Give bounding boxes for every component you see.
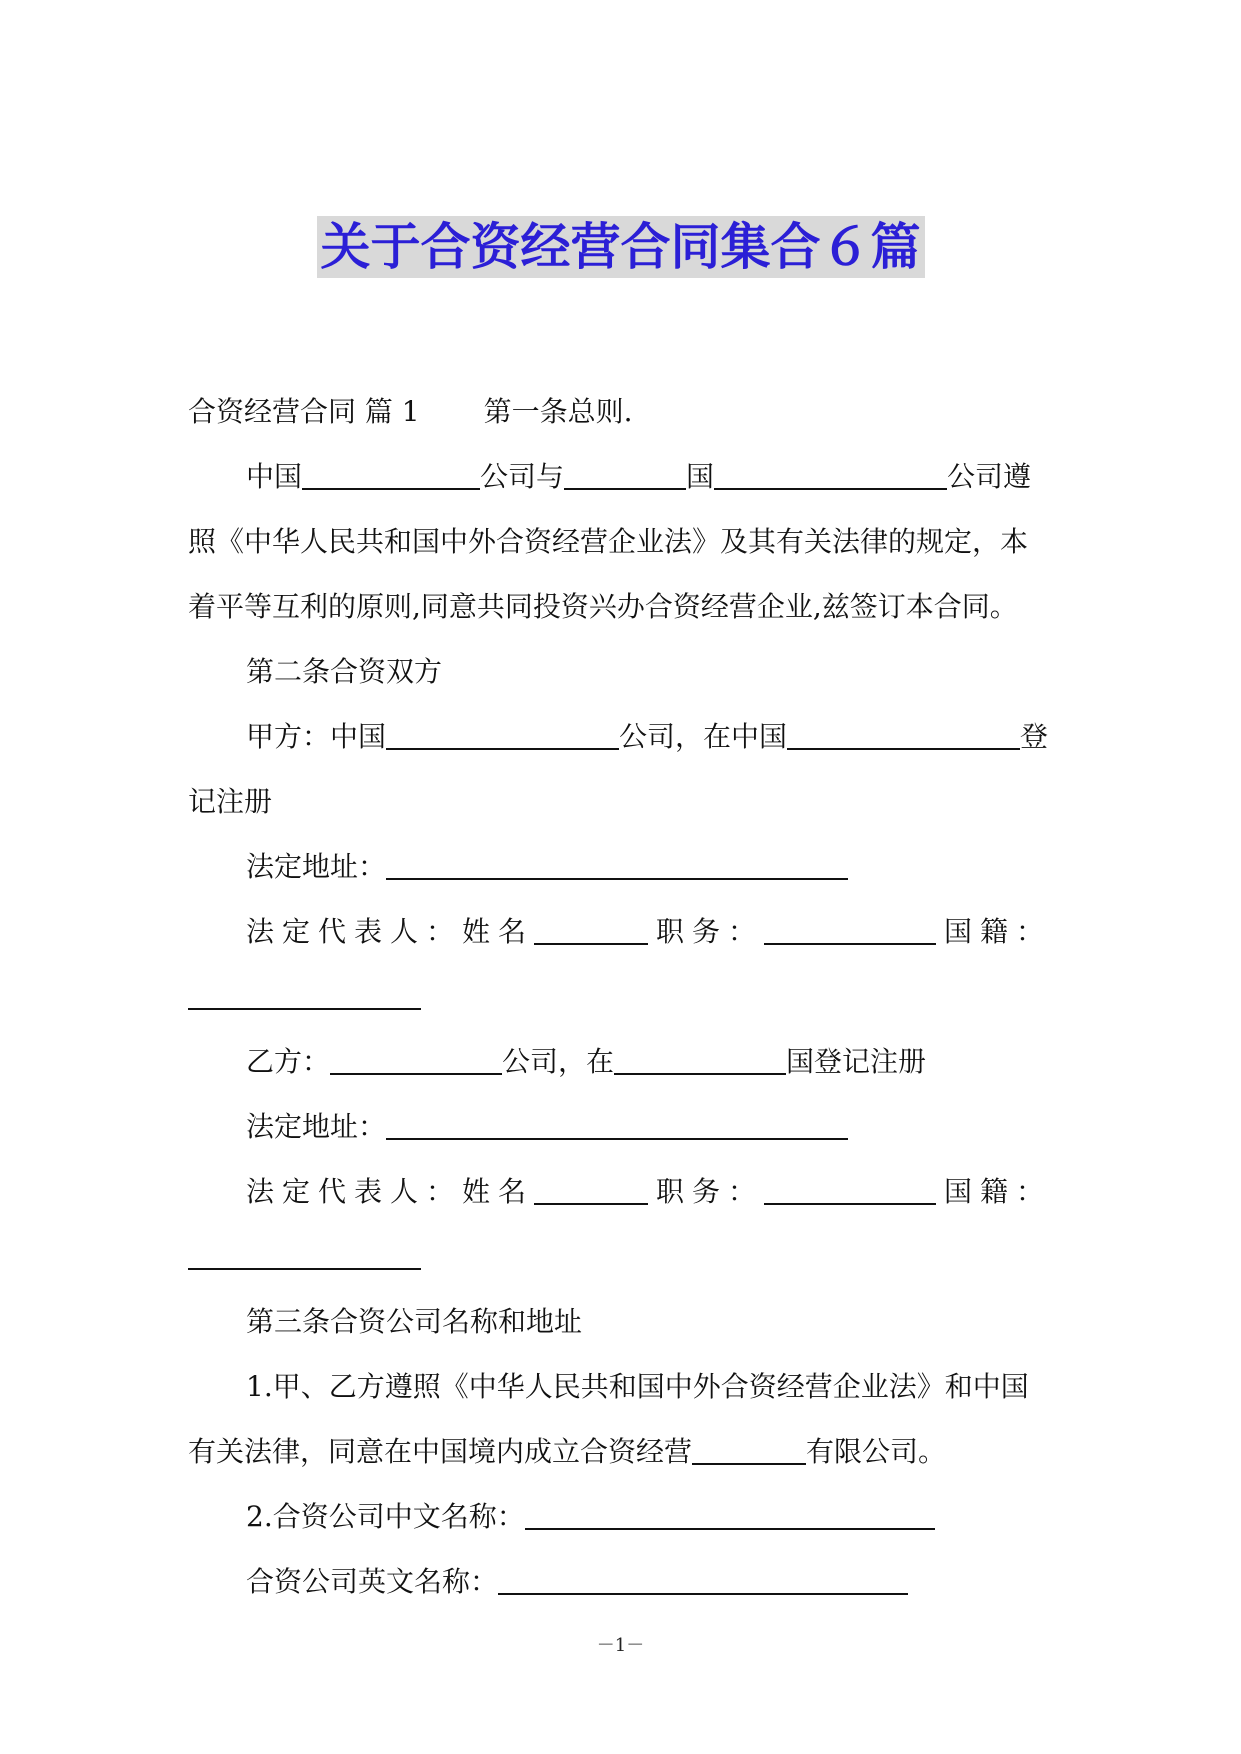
blank-field [498, 1563, 908, 1595]
party-a-representative-line [246, 912, 1052, 952]
blank-field [534, 913, 648, 945]
party-b-line [246, 1042, 926, 1082]
party-a-address-line [246, 847, 848, 887]
chinese-name-line [246, 1497, 935, 1537]
document-title: 关于合资经营合同集合６篇 [317, 216, 925, 278]
paragraph-line: 照《中华人民共和国中外合资经营企业法》及其有关法律的规定，本 [188, 525, 1029, 558]
title-wrap [0, 216, 1241, 278]
article-2-heading: 第二条合资双方 [246, 655, 443, 688]
party-a-line [246, 717, 1048, 757]
text-company-comply: 公司遵 [947, 460, 1032, 493]
text-company-in: 公司，在 [502, 1045, 615, 1078]
chinese-name-label: 2.合资公司中文名称： [246, 1500, 525, 1533]
blank-field [714, 458, 947, 490]
blank-field [188, 1238, 421, 1270]
paragraph-parties-intro [246, 457, 1031, 497]
english-name-label: 合资公司英文名称： [246, 1565, 499, 1598]
paragraph-line: 记注册 [188, 785, 273, 818]
blank-field [525, 1498, 935, 1530]
blank-field [302, 458, 480, 490]
representative-name-label: 法定代表人：姓名 [246, 1175, 535, 1208]
nationality-label: 国籍： [944, 1175, 1053, 1208]
party-b-address-line [246, 1107, 848, 1147]
contract-label: 合资经营合同 篇 1 [188, 395, 420, 428]
text-register: 登 [1020, 720, 1049, 753]
text-country: 国 [686, 460, 715, 493]
paragraph-line [188, 1432, 946, 1472]
blank-field [764, 913, 936, 945]
blank-field [564, 458, 686, 490]
blank-field [764, 1173, 936, 1205]
text-company-and: 公司与 [480, 460, 565, 493]
paragraph-line: 1.甲、乙方遵照《中华人民共和国中外合资经营企业法》和中国 [246, 1370, 1029, 1403]
position-label: 职务： [656, 915, 765, 948]
party-b-representative-line [246, 1172, 1052, 1212]
text-company-in-china: 公司，在中国 [619, 720, 788, 753]
blank-field [692, 1433, 806, 1465]
text-limited-company: 有限公司。 [806, 1435, 947, 1468]
blank-field [614, 1043, 786, 1075]
position-label: 职务： [656, 1175, 765, 1208]
legal-address-label: 法定地址： [246, 1110, 387, 1143]
party-b-label: 乙方： [246, 1045, 331, 1078]
blank-line [188, 1237, 421, 1277]
english-name-line [246, 1562, 908, 1602]
article-1-heading: 第一条总则. [483, 395, 633, 428]
text-establish: 有关法律，同意在中国境内成立合资经营 [188, 1435, 693, 1468]
article-3-heading: 第三条合资公司名称和地址 [246, 1305, 583, 1338]
blank-field [188, 978, 421, 1010]
page-number: －1－ [596, 1635, 645, 1656]
section-heading-line [188, 392, 633, 432]
blank-field [386, 848, 848, 880]
blank-field [787, 718, 1020, 750]
blank-field [330, 1043, 502, 1075]
representative-name-label: 法定代表人：姓名 [246, 915, 535, 948]
legal-address-label: 法定地址： [246, 850, 387, 883]
blank-line [188, 977, 421, 1017]
blank-field [386, 718, 619, 750]
text-china: 中国 [246, 460, 303, 493]
blank-field [534, 1173, 648, 1205]
nationality-label: 国籍： [944, 915, 1053, 948]
text-country-register: 国登记注册 [786, 1045, 927, 1078]
paragraph-line: 着平等互利的原则,同意共同投资兴办合资经营企业,兹签订本合同。 [188, 590, 1018, 623]
party-a-label: 甲方：中国 [246, 720, 387, 753]
blank-field [386, 1108, 848, 1140]
